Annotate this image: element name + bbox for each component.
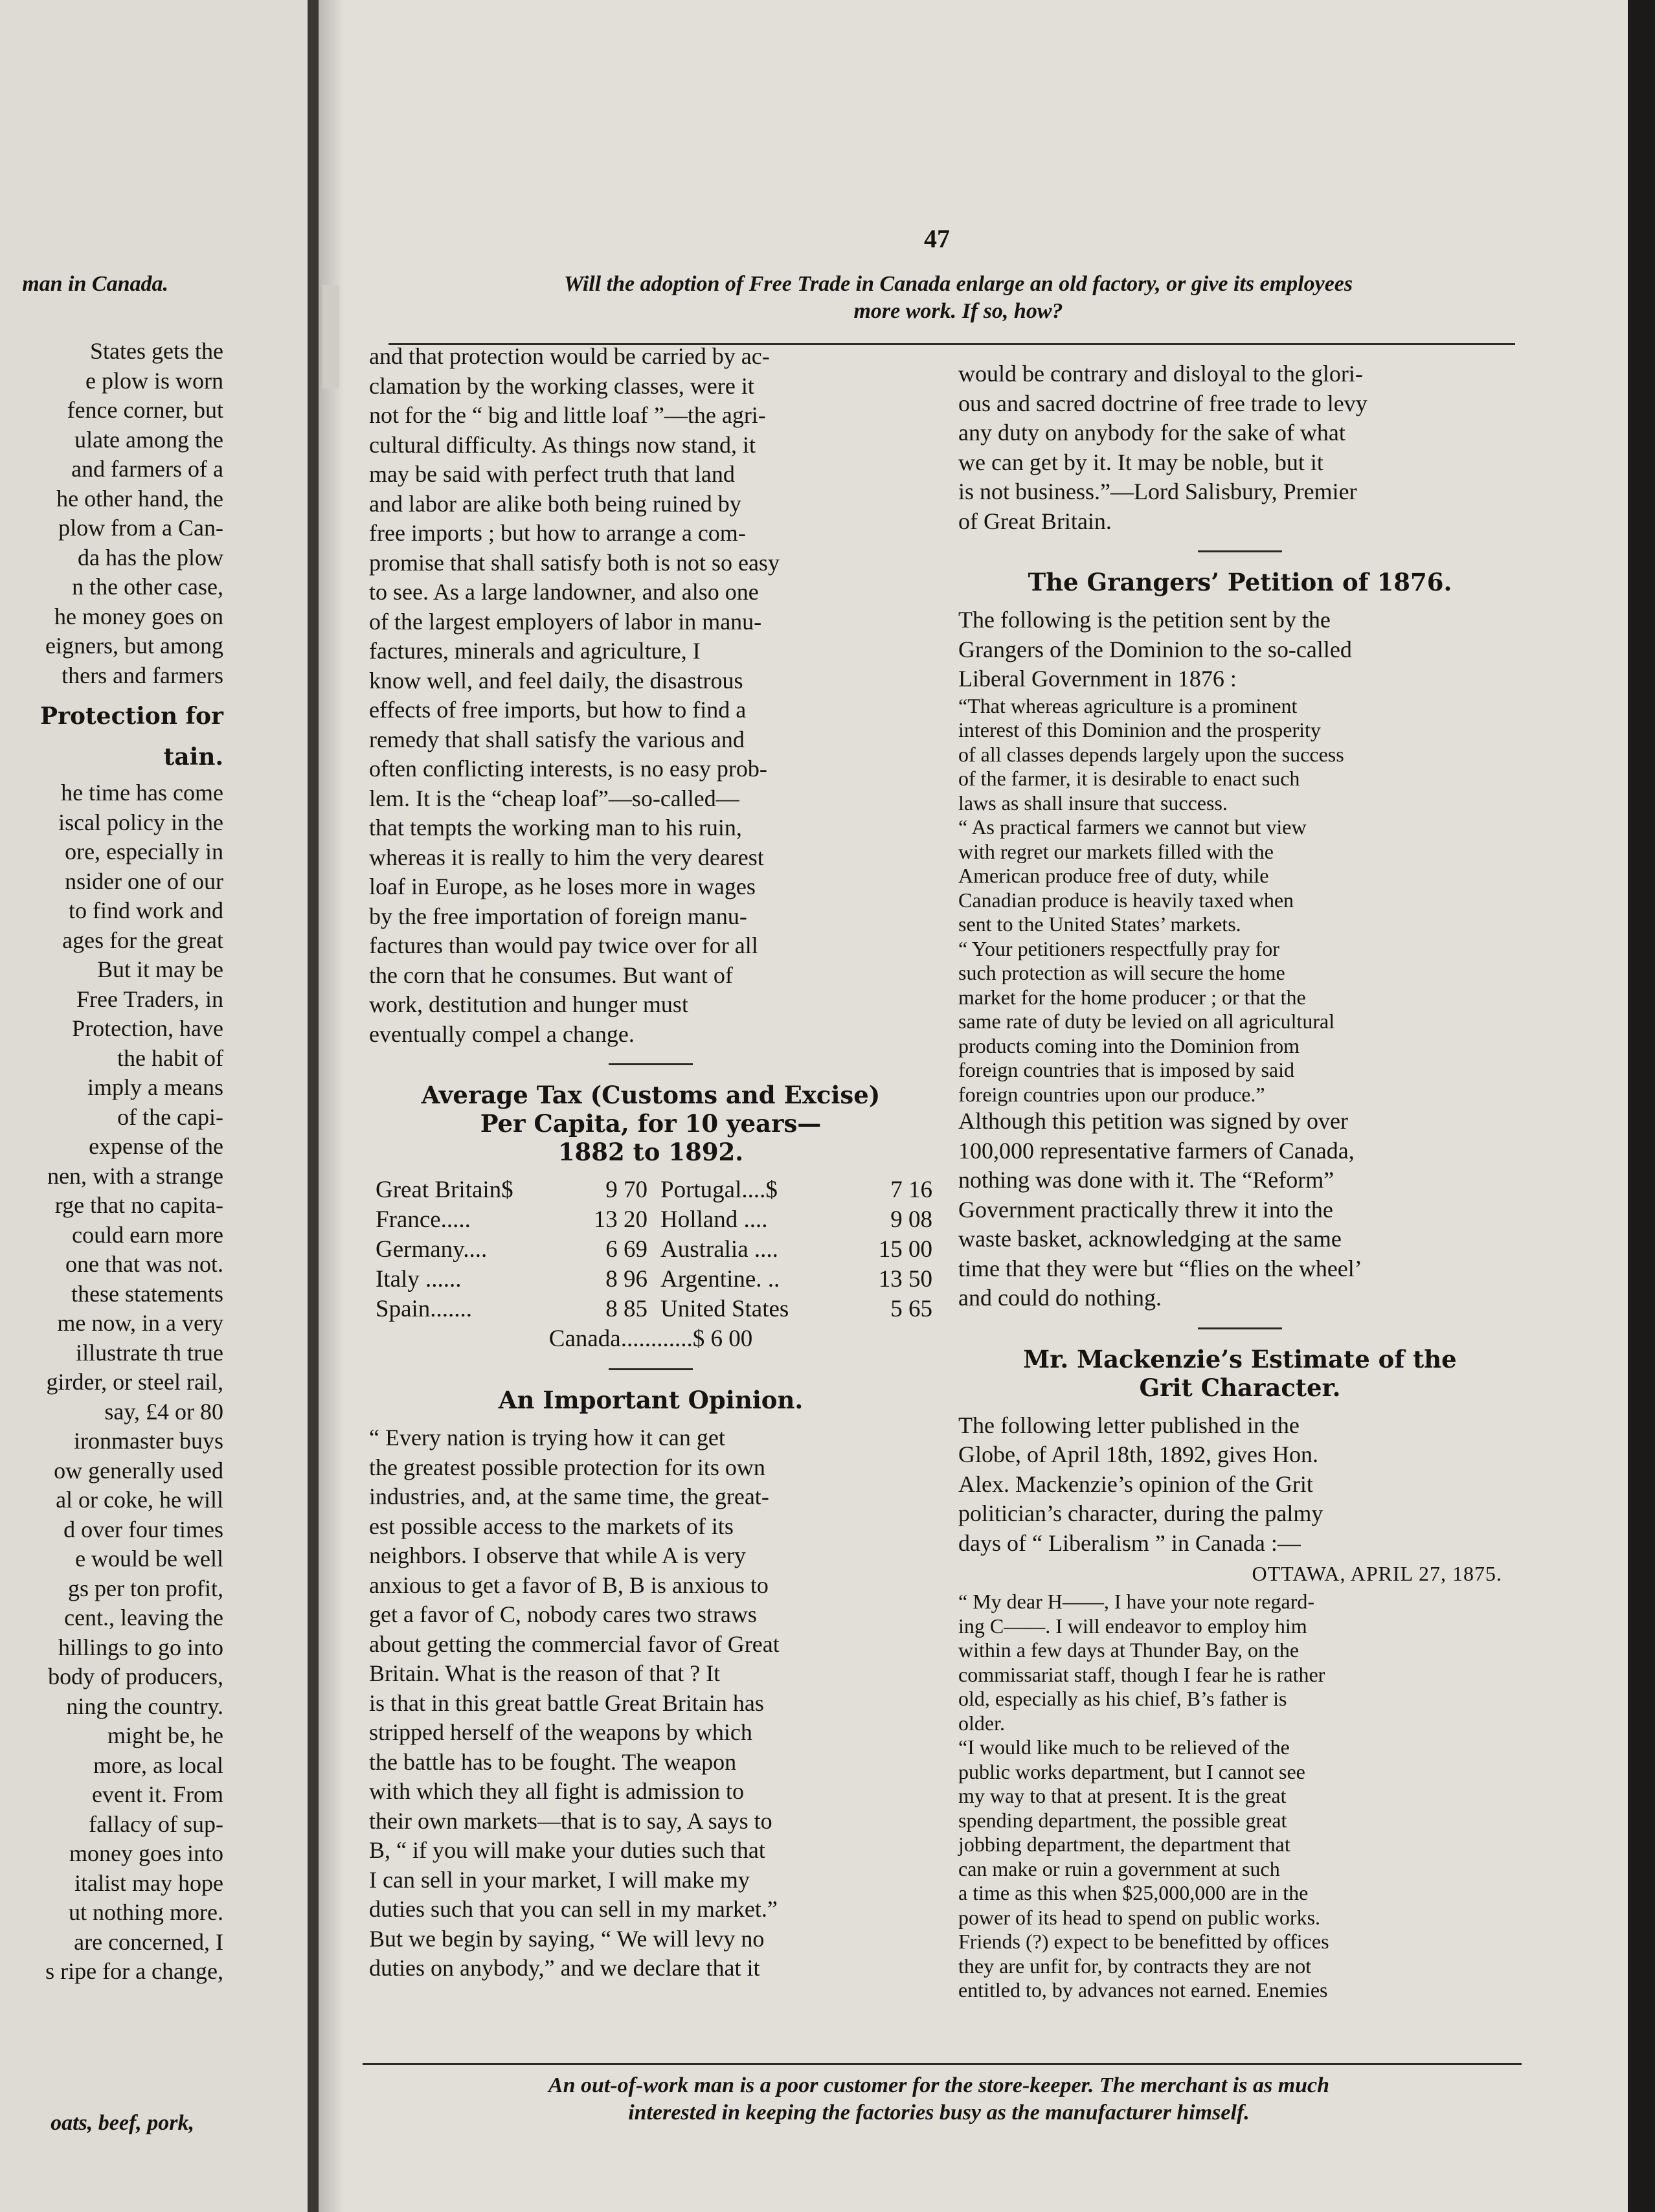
text-line: whereas it is really to him the very dearest: [369, 844, 764, 870]
text-line: n the other case,: [72, 574, 223, 600]
tax-table-cell: [660, 1205, 932, 1235]
text-line: he other hand, the: [56, 485, 223, 512]
country-name: Great Britain$: [376, 1177, 513, 1203]
text-line: get a favor of C, nobody cares two straws: [369, 1601, 757, 1627]
text-line: he time has come: [61, 780, 223, 806]
text-line: is that in this great battle Great Britain has: [369, 1689, 764, 1716]
left-text-block-a: [0, 337, 223, 690]
text-line: est possible access to the markets of its: [369, 1513, 734, 1539]
header-line-2: more work. If so, how?: [853, 299, 1063, 323]
text-line: But it may be: [97, 956, 223, 982]
country-name: France.....: [376, 1206, 471, 1233]
text-line: of the capi-: [117, 1103, 223, 1130]
text-line: to see. As a large landowner, and also one: [369, 579, 759, 605]
section-divider: [609, 1063, 693, 1065]
text-line: of the farmer, it is desirable to enact such: [958, 767, 1300, 790]
text-line: hillings to go into: [58, 1634, 223, 1660]
tax-table-row: [376, 1265, 932, 1294]
text-line: States gets the: [90, 338, 223, 364]
text-line: are concerned, I: [74, 1928, 223, 1955]
header-line-1: Will the adoption of Free Trade in Canada enlarge an old factory, or give its employees: [563, 272, 1353, 296]
country-name: Portugal....$: [660, 1177, 778, 1203]
text-line: ning the country.: [66, 1693, 223, 1719]
text-line: Protection, have: [72, 1015, 223, 1041]
text-line: s ripe for a change,: [45, 1958, 223, 1984]
text-line: would be contrary and disloyal to the glori-: [958, 361, 1363, 387]
text-line: thers and farmers: [62, 662, 223, 688]
text-line: with which they all fight is admission to: [369, 1778, 744, 1804]
text-line: we can get by it. It may be noble, but it: [958, 449, 1323, 475]
text-line: not for the “ big and little loaf ”—the agri-: [369, 402, 766, 428]
text-line: Britain. What is the reason of that ? It: [369, 1660, 721, 1686]
tax-value: 8 96: [605, 1266, 647, 1292]
text-line: effects of free imports, but how to find a: [369, 697, 747, 723]
text-line: ous and sacred doctrine of free trade to levy: [958, 390, 1368, 416]
mackenzie-heading: [958, 1345, 1522, 1402]
text-line: Protection for: [40, 703, 223, 730]
text-line: my way to that at present. It is the great: [958, 1784, 1287, 1807]
text-line: al or coke, he will: [56, 1487, 223, 1513]
column-1: [369, 342, 932, 1983]
tax-table-row: [376, 1235, 932, 1265]
text-line: time that they were but “flies on the wheel’: [958, 1255, 1362, 1281]
text-line: nsider one of our: [65, 868, 223, 894]
left-page: [0, 0, 308, 2212]
text-line: promise that shall satisfy both is not so easy: [369, 549, 780, 576]
text-line: and that protection would be carried by ac-: [369, 343, 770, 369]
country-name: Holland ....: [660, 1206, 768, 1233]
text-line: to find work and: [69, 897, 223, 923]
section-divider: [1198, 1327, 1282, 1329]
tax-table: [376, 1175, 932, 1324]
left-page-column: [0, 337, 223, 1987]
text-line: “ My dear H——, I have your note regard-: [958, 1590, 1315, 1613]
text-line: cultural difficulty. As things now stand, it: [369, 431, 756, 458]
text-line: power of its head to spend on public works.: [958, 1905, 1321, 1929]
text-line: their own markets—that is to say, A says to: [369, 1807, 772, 1834]
text-line: Per Capita, for 10 years—: [480, 1109, 822, 1138]
text-line: fallacy of sup-: [89, 1811, 223, 1837]
text-line: could earn more: [72, 1221, 223, 1248]
text-line: But we begin by saying, “ We will levy no: [369, 1925, 765, 1952]
text-line: such protection as will secure the home: [958, 961, 1285, 984]
text-line: cent., leaving the: [64, 1605, 223, 1631]
footer-rule: [363, 2063, 1522, 2065]
tax-canada-row: Canada............$ 6 00: [548, 1326, 753, 1352]
text-line: ow generally used: [54, 1457, 223, 1484]
text-line: with regret our markets filled with the: [958, 839, 1274, 863]
text-line: of Great Britain.: [958, 508, 1112, 534]
text-line: gs per ton profit,: [68, 1575, 223, 1601]
text-line: work, destitution and hunger must: [369, 991, 688, 1017]
tax-value: 13 20: [593, 1206, 647, 1233]
text-line: the battle has to be fought. The weapon: [369, 1748, 737, 1775]
tax-value: 8 85: [605, 1296, 647, 1322]
text-line: of all classes depends largely upon the success: [958, 742, 1344, 766]
bottom-note-line-2: interested in keeping the factories busy as the manufacturer himself.: [628, 2101, 1250, 2125]
mackenzie-intro: [958, 1411, 1522, 1559]
text-line: days of “ Liberalism ” in Canada :—: [958, 1529, 1301, 1556]
country-name: Argentine. ..: [660, 1266, 780, 1292]
text-line: rge that no capita-: [54, 1192, 223, 1218]
text-line: “I would like much to be relieved of the: [958, 1735, 1290, 1759]
text-line: ulate among the: [74, 426, 223, 453]
text-line: one that was not.: [65, 1251, 223, 1277]
tax-table-cell: [376, 1294, 647, 1324]
text-line: money goes into: [69, 1840, 223, 1866]
text-line: foreign countries that is imposed by said: [958, 1058, 1295, 1081]
text-line: eventually compel a change.: [369, 1021, 635, 1047]
text-line: me now, in a very: [57, 1310, 223, 1336]
text-line: duties such that you can sell in my market.”: [369, 1896, 778, 1922]
text-line: the habit of: [117, 1044, 223, 1071]
text-line: these statements: [71, 1280, 223, 1307]
text-line: Although this petition was signed by over: [958, 1108, 1348, 1134]
text-line: 1882 to 1892.: [557, 1138, 744, 1166]
text-line: interest of this Dominion and the prosperity: [958, 718, 1321, 741]
text-line: The following letter published in the: [958, 1412, 1300, 1438]
text-line: about getting the commercial favor of Great: [369, 1631, 780, 1657]
text-line: “ Every nation is trying how it can get: [369, 1425, 725, 1450]
text-line: foreign countries upon our produce.”: [958, 1082, 1265, 1106]
tax-table-cell: [376, 1175, 647, 1205]
text-line: and labor are alike both being ruined by: [369, 490, 741, 517]
country-name: Germany....: [376, 1236, 488, 1263]
section-divider: [609, 1368, 693, 1370]
tax-table-cell: [660, 1175, 932, 1205]
text-line: can make or ruin a government at such: [958, 1857, 1280, 1880]
text-line: The following is the petition sent by the: [958, 607, 1331, 633]
text-line: Grangers of the Dominion to the so-called: [958, 636, 1352, 662]
tax-value: 6 69: [605, 1236, 647, 1263]
text-line: products coming into the Dominion from: [958, 1033, 1300, 1057]
text-line: neighbors. I observe that while A is very: [369, 1542, 746, 1568]
text-line: factures, minerals and agriculture, I: [369, 638, 701, 664]
scan-right-edge: [1628, 0, 1655, 2212]
left-text-block-b: [0, 778, 223, 1987]
text-line: “That whereas agriculture is a prominent: [958, 694, 1298, 717]
text-line: politician’s character, during the palmy: [958, 1500, 1323, 1526]
text-line: “ As practical farmers we cannot but view: [958, 815, 1307, 839]
tax-table-row: [376, 1175, 932, 1205]
text-line: illustrate th true: [76, 1339, 223, 1366]
text-line: any duty on anybody for the sake of what: [958, 420, 1345, 446]
text-line: by the free importation of foreign manu-: [369, 903, 747, 929]
text-line: ages for the great: [62, 927, 223, 953]
text-line: anxious to get a favor of B, B is anxious to: [369, 1572, 769, 1598]
text-line: imply a means: [87, 1074, 223, 1100]
text-line: he money goes on: [54, 603, 223, 629]
text-line: fence corner, but: [67, 397, 223, 423]
text-line: Government practically threw it into the: [958, 1196, 1333, 1223]
col1-intro-text: [369, 342, 932, 1049]
tax-table-cell: [660, 1235, 932, 1265]
text-line: American produce free of duty, while: [958, 864, 1269, 887]
tax-value: 13 50: [878, 1266, 932, 1292]
section-divider: [1198, 550, 1282, 552]
text-line: eigners, but among: [45, 633, 223, 659]
text-line: girder, or steel rail,: [46, 1369, 223, 1395]
text-line: body of producers,: [48, 1664, 223, 1689]
text-line: the corn that he consumes. But want of: [369, 962, 733, 988]
text-line: plow from a Can-: [58, 515, 223, 541]
text-line: factures than would pay twice over for all: [369, 932, 758, 958]
text-line: spending department, the possible great: [958, 1808, 1287, 1832]
text-line: more, as local: [93, 1752, 223, 1778]
text-line: event it. From: [92, 1781, 223, 1807]
letter-text: [958, 1590, 1522, 2003]
text-line: d over four times: [63, 1516, 223, 1542]
grangers-heading: The Grangers’ Petition of 1876.: [1028, 568, 1452, 596]
text-line: Alex. Mackenzie’s opinion of the Grit: [958, 1471, 1313, 1497]
text-line: duties on anybody,” and we declare that it: [369, 1955, 760, 1981]
text-line: Grit Character.: [1139, 1373, 1341, 1402]
text-line: a time as this when $25,000,000 are in the: [958, 1881, 1309, 1904]
text-line: e plow is worn: [85, 367, 223, 394]
left-page-title: man in Canada.: [22, 272, 168, 296]
tax-table-row: [376, 1294, 932, 1324]
tax-value: 9 08: [890, 1206, 932, 1233]
text-line: nothing was done with it. The “Reform”: [958, 1167, 1334, 1193]
text-line: ironmaster buys: [74, 1428, 223, 1454]
grangers-after-text: [958, 1107, 1522, 1313]
text-line: iscal policy in the: [58, 809, 223, 835]
text-line: that tempts the working man to his ruin,: [369, 815, 742, 841]
left-section-heading: [0, 702, 223, 772]
text-line: older.: [958, 1711, 1005, 1735]
text-line: they are unfit for, by contracts they are not: [958, 1954, 1312, 1978]
text-line: Friends (?) expect to be benefitted by offices: [958, 1930, 1329, 1953]
text-line: is not business.”—Lord Salisbury, Premier: [958, 479, 1357, 504]
text-line: tain.: [163, 743, 223, 771]
page-number: 47: [924, 224, 950, 253]
text-line: waste basket, acknowledging at the same: [958, 1226, 1342, 1252]
country-name: Italy ......: [376, 1266, 462, 1292]
text-line: italist may hope: [74, 1869, 223, 1896]
text-line: Globe, of April 18th, 1892, gives Hon.: [958, 1441, 1318, 1467]
text-line: jobbing department, the department that: [958, 1833, 1290, 1856]
left-page-footer: oats, beef, pork,: [51, 2111, 194, 2135]
letter-dateline: OTTAWA, APRIL 27, 1875.: [1252, 1562, 1502, 1585]
text-line: clamation by the working classes, were it: [369, 372, 754, 399]
text-line: I can sell in your market, I will make my: [369, 1866, 750, 1893]
text-line: laws as shall insure that success.: [958, 791, 1228, 815]
text-line: ut nothing more.: [69, 1899, 223, 1925]
text-line: old, especially as his chief, B’s father is: [958, 1687, 1287, 1710]
text-line: expense of the: [89, 1133, 223, 1159]
text-line: public works department, but I cannot see: [958, 1759, 1305, 1783]
text-line: ore, especially in: [65, 839, 223, 864]
running-header: [447, 271, 1470, 325]
text-line: entitled to, by advances not earned. Enemies: [958, 1978, 1328, 2002]
tax-table-cell: [376, 1235, 647, 1265]
text-line: commissariat staff, though I fear he is rather: [958, 1662, 1325, 1686]
tax-table-cell: [660, 1294, 932, 1324]
text-line: and farmers of a: [71, 456, 223, 482]
text-line: know well, and feel daily, the disastrous: [369, 667, 743, 694]
tax-table-cell: [660, 1265, 932, 1294]
tax-value: 15 00: [878, 1236, 932, 1263]
tax-table-heading: [369, 1081, 932, 1166]
text-line: within a few days at Thunder Bay, on the: [958, 1638, 1300, 1662]
text-line: Average Tax (Customs and Excise): [421, 1081, 881, 1109]
tax-table-row: [376, 1205, 932, 1235]
text-line: 100,000 representative farmers of Canada,: [958, 1137, 1355, 1164]
country-name: Spain.......: [376, 1296, 473, 1322]
bottom-note-line-1: An out-of-work man is a poor customer for the store-keeper. The merchant is as much: [548, 2073, 1330, 2097]
text-line: say, £4 or 80: [104, 1398, 223, 1425]
text-line: lem. It is the “cheap loaf”—so-called—: [369, 785, 739, 811]
column-2: [958, 359, 1522, 2003]
text-line: B, “ if you will make your duties such that: [369, 1837, 765, 1863]
text-line: Canadian produce is heavily taxed when: [958, 888, 1294, 912]
text-line: nen, with a strange: [47, 1162, 223, 1189]
tax-table-cell: [376, 1265, 647, 1294]
text-line: stripped herself of the weapons by which: [369, 1719, 752, 1745]
bottom-note: [388, 2072, 1489, 2127]
text-line: might be, he: [107, 1722, 223, 1748]
text-line: “ Your petitioners respectfully pray for: [958, 936, 1279, 960]
text-line: the greatest possible protection for its own: [369, 1454, 765, 1480]
text-line: often conflicting interests, is no easy prob-: [369, 756, 767, 782]
col2-intro-text: [958, 359, 1522, 536]
tax-value: 9 70: [605, 1177, 647, 1203]
text-line: industries, and, at the same time, the great-: [369, 1484, 769, 1509]
text-line: of the largest employers of labor in manu-: [369, 608, 762, 635]
text-line: da has the plow: [78, 544, 223, 570]
text-line: loaf in Europe, as he loses more in wages: [369, 874, 756, 899]
opinion-heading: An Important Opinion.: [498, 1386, 804, 1414]
text-line: market for the home producer ; or that the: [958, 985, 1306, 1009]
text-line: and could do nothing.: [958, 1285, 1162, 1311]
tax-table-cell: [376, 1205, 647, 1235]
opinion-text: [369, 1423, 932, 1983]
text-line: may be said with perfect truth that land: [369, 461, 735, 487]
petition-text: [958, 694, 1522, 1107]
text-line: same rate of duty be levied on all agricultural: [958, 1010, 1335, 1033]
text-line: Liberal Government in 1876 :: [958, 666, 1237, 692]
tax-value: 7 16: [890, 1177, 932, 1203]
grangers-intro: [958, 605, 1522, 694]
tax-value: 5 65: [890, 1296, 932, 1322]
text-line: free imports ; but how to arrange a com-: [369, 520, 746, 546]
text-line: remedy that shall satisfy the various and: [369, 726, 745, 752]
country-name: United States: [660, 1296, 789, 1322]
text-line: Free Traders, in: [76, 986, 223, 1012]
text-line: e would be well: [75, 1546, 223, 1572]
page-edge-marks: [322, 285, 339, 389]
text-line: Mr. Mackenzie’s Estimate of the: [1023, 1344, 1457, 1373]
country-name: Australia ....: [660, 1236, 778, 1263]
text-line: ing C——. I will endeavor to employ him: [958, 1614, 1307, 1638]
text-line: sent to the United States’ markets.: [958, 912, 1241, 936]
